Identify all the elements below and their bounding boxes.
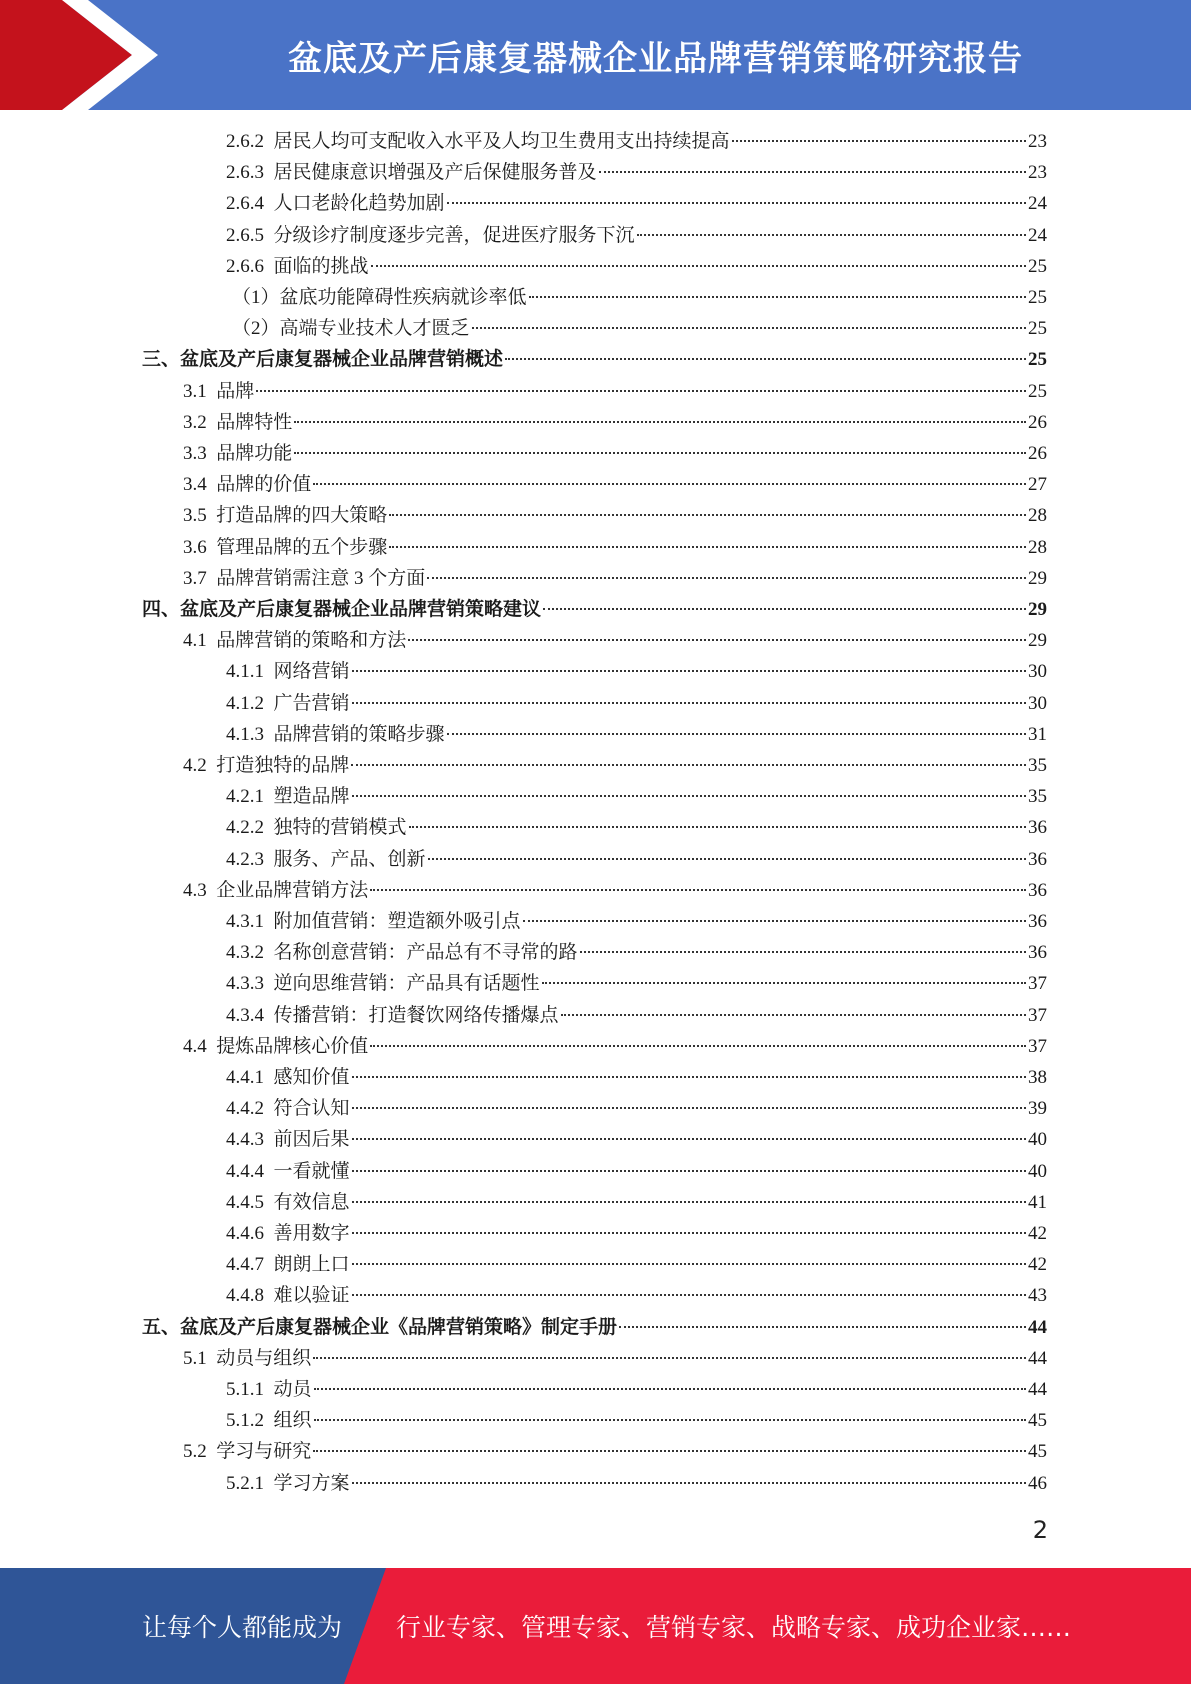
toc-entry-gap xyxy=(264,1093,274,1124)
toc-entry-number: 2.6.5 xyxy=(226,224,264,246)
toc-entry-title: 品牌的价值 xyxy=(216,474,312,496)
toc-entry-gap xyxy=(207,875,217,906)
toc-entry-title: 盆底及产后康复器械企业品牌营销概述 xyxy=(180,349,504,371)
toc-entry-gap xyxy=(264,126,274,157)
toc-entry[interactable] xyxy=(226,1405,1047,1436)
toc-entry-number: 4.2.1 xyxy=(226,786,264,808)
toc-dot-leader xyxy=(294,420,1026,423)
toc-entry[interactable] xyxy=(183,1031,1047,1062)
toc-entry[interactable] xyxy=(226,812,1047,843)
toc-entry-page: 23 xyxy=(1028,131,1047,152)
toc-entry-page: 36 xyxy=(1028,879,1047,901)
toc-entry-page: 28 xyxy=(1028,505,1047,527)
toc-entry-number: 4.1.2 xyxy=(226,692,264,714)
toc-entry-number: 4.3.4 xyxy=(226,1004,264,1026)
toc-entry-title: 品牌 xyxy=(216,380,255,402)
toc-entry-title: 逆向思维营销：产品具有话题性 xyxy=(273,973,540,995)
toc-dot-leader xyxy=(389,513,1026,516)
toc-entry[interactable] xyxy=(226,188,1047,219)
toc-dot-leader xyxy=(408,638,1026,641)
toc-entry-gap xyxy=(264,906,274,937)
toc-entry-page: 24 xyxy=(1028,193,1047,215)
toc-entry-gap xyxy=(207,500,217,531)
toc-dot-leader xyxy=(352,1137,1026,1140)
toc-entry-title: 盆底及产后康复器械企业品牌营销策略建议 xyxy=(180,599,542,620)
toc-dot-leader xyxy=(370,1044,1026,1047)
toc-entry-number: 2.6.3 xyxy=(226,162,264,184)
toc-entry-number: 5.1.2 xyxy=(226,1410,264,1432)
toc-dot-leader xyxy=(447,201,1026,204)
toc-entry-number: （1） xyxy=(232,287,280,308)
toc-entry-gap xyxy=(207,438,217,469)
toc-entry-page: 25 xyxy=(1028,349,1047,371)
toc-entry-page: 29 xyxy=(1028,630,1047,652)
toc-entry[interactable] xyxy=(142,1312,1047,1343)
toc-entry-gap xyxy=(264,1374,274,1405)
toc-entry-page: 44 xyxy=(1028,1379,1047,1400)
toc-entry-page: 44 xyxy=(1028,1316,1047,1338)
toc-entry-title: 附加值营销：塑造额外吸引点 xyxy=(273,911,521,932)
toc-entry-number: 三、 xyxy=(142,349,181,371)
toc-dot-leader xyxy=(352,794,1026,797)
toc-entry-title: 动员与组织 xyxy=(216,1347,312,1369)
toc-entry-title: 居民健康意识增强及产后保健服务普及 xyxy=(273,162,597,184)
toc-entry[interactable] xyxy=(232,313,1047,344)
toc-entry-gap xyxy=(264,1218,274,1249)
toc-dot-leader xyxy=(352,1169,1026,1172)
toc-entry-number: 4.4.2 xyxy=(226,1098,264,1120)
toc-entry[interactable] xyxy=(226,1468,1047,1499)
toc-entry-gap xyxy=(264,812,274,843)
toc-entry-title: 提炼品牌核心价值 xyxy=(216,1035,369,1057)
toc-entry-title: 品牌功能 xyxy=(216,443,293,464)
toc-dot-leader xyxy=(529,295,1026,298)
toc-entry-title: 塑造品牌 xyxy=(273,786,350,808)
toc-entry-title: 有效信息 xyxy=(273,1191,350,1213)
toc-entry[interactable] xyxy=(183,1436,1047,1467)
toc-entry-title: 符合认知 xyxy=(273,1098,350,1120)
toc-entry[interactable] xyxy=(183,500,1047,531)
toc-entry[interactable] xyxy=(226,1249,1047,1280)
toc-entry-number: 五、 xyxy=(142,1316,181,1338)
toc-entry-number: 3.4 xyxy=(183,474,207,496)
toc-entry[interactable] xyxy=(183,750,1047,781)
toc-entry-page: 29 xyxy=(1028,567,1047,589)
toc-entry[interactable] xyxy=(226,1093,1047,1124)
toc-entry-number: 2.6.2 xyxy=(226,131,264,152)
toc-entry-page: 30 xyxy=(1028,692,1047,714)
toc-entry-number: （2） xyxy=(232,318,280,340)
toc-dot-leader xyxy=(352,1200,1026,1203)
toc-entry-title: 品牌特性 xyxy=(216,411,293,433)
toc-dot-leader xyxy=(427,576,1026,579)
footer-slogan-left: 让每个人都能成为 xyxy=(142,1613,343,1642)
toc-dot-leader xyxy=(352,1481,1026,1484)
toc-entry[interactable] xyxy=(226,968,1047,999)
toc-entry[interactable] xyxy=(232,282,1047,313)
toc-entry-title: 传播营销：打造餐饮网络传播爆点 xyxy=(273,1004,559,1026)
report-header xyxy=(0,0,1191,110)
toc-entry-number: 4.1 xyxy=(183,630,207,652)
toc-dot-leader xyxy=(352,701,1026,704)
toc-entry-number: 4.4.6 xyxy=(226,1223,264,1244)
toc-entry-gap xyxy=(207,376,217,407)
toc-entry[interactable] xyxy=(226,1187,1047,1218)
toc-entry-page: 25 xyxy=(1028,380,1047,402)
toc-entry-gap xyxy=(264,1062,274,1093)
toc-entry-title: 感知价值 xyxy=(273,1067,350,1088)
toc-entry-gap xyxy=(264,968,274,999)
toc-entry-gap xyxy=(207,563,217,594)
toc-dot-leader xyxy=(542,981,1026,984)
toc-entry[interactable] xyxy=(226,1218,1047,1249)
toc-dot-leader xyxy=(352,1106,1026,1109)
toc-dot-leader xyxy=(732,139,1026,142)
toc-entry[interactable] xyxy=(226,1156,1047,1187)
toc-dot-leader xyxy=(256,389,1026,392)
toc-entry-title: 打造品牌的四大策略 xyxy=(216,505,388,527)
toc-entry-page: 29 xyxy=(1028,599,1047,620)
toc-entry-title: 打造独特的品牌 xyxy=(216,755,350,776)
toc-entry-title: 品牌营销需注意 3 个方面 xyxy=(216,567,426,589)
toc-entry-page: 30 xyxy=(1028,661,1047,683)
toc-entry-number: 3.7 xyxy=(183,567,207,589)
footer-banner xyxy=(0,1568,1191,1684)
toc-dot-leader xyxy=(523,919,1026,922)
toc-entry-gap xyxy=(264,157,274,188)
toc-entry-title: 面临的挑战 xyxy=(273,255,369,277)
toc-entry-number: 4.2.2 xyxy=(226,817,264,839)
toc-entry-number: 4.4.7 xyxy=(226,1254,264,1276)
toc-entry-number: 4.1.3 xyxy=(226,723,264,745)
toc-entry-number: 4.2 xyxy=(183,755,207,776)
toc-dot-leader xyxy=(352,1231,1026,1234)
toc-entry-title: 学习与研究 xyxy=(216,1441,312,1463)
toc-entry-number: 4.4.3 xyxy=(226,1129,264,1151)
toc-entry-title: 企业品牌营销方法 xyxy=(216,879,369,901)
toc-entry[interactable] xyxy=(183,407,1047,438)
toc-dot-leader xyxy=(313,1449,1026,1452)
page-number: 2 xyxy=(1032,1516,1048,1544)
toc-entry-gap xyxy=(207,407,217,438)
report-title: 盆底及产后康复器械企业品牌营销策略研究报告 xyxy=(288,38,1023,79)
toc-dot-leader xyxy=(428,857,1026,860)
toc-entry[interactable] xyxy=(142,344,1047,375)
toc-dot-leader xyxy=(352,669,1026,672)
toc-entry-page: 36 xyxy=(1028,942,1047,964)
header-chevron-icon xyxy=(0,0,160,110)
toc-entry-number: 4.4 xyxy=(183,1035,207,1057)
toc-dot-leader xyxy=(389,545,1026,548)
toc-entry[interactable] xyxy=(183,376,1047,407)
toc-entry-title: 动员 xyxy=(273,1379,312,1400)
toc-entry-number: 4.3.3 xyxy=(226,973,264,995)
toc-entry[interactable] xyxy=(183,1343,1047,1374)
toc-entry-page: 45 xyxy=(1028,1441,1047,1463)
toc-entry[interactable] xyxy=(226,656,1047,687)
toc-entry-page: 43 xyxy=(1028,1285,1047,1307)
toc-dot-leader xyxy=(619,1325,1026,1328)
toc-entry-gap xyxy=(207,625,217,656)
toc-entry-number: 4.1.1 xyxy=(226,661,264,683)
toc-entry-page: 37 xyxy=(1028,1004,1047,1026)
toc-entry[interactable] xyxy=(226,126,1047,157)
toc-entry-number: 5.1.1 xyxy=(226,1379,264,1400)
toc-entry[interactable] xyxy=(226,1374,1047,1405)
toc-entry-gap xyxy=(264,719,274,750)
toc-dot-leader xyxy=(294,451,1026,454)
toc-entry-page: 25 xyxy=(1028,287,1047,308)
toc-entry-page: 42 xyxy=(1028,1223,1047,1244)
toc-entry-page: 40 xyxy=(1028,1129,1047,1151)
toc-dot-leader xyxy=(371,264,1026,267)
toc-entry-number: 2.6.6 xyxy=(226,255,264,277)
toc-entry-number: 3.1 xyxy=(183,380,207,402)
toc-dot-leader xyxy=(561,1013,1026,1016)
toc-entry-page: 24 xyxy=(1028,224,1047,246)
toc-entry-title: 独特的营销模式 xyxy=(273,817,407,839)
toc-dot-leader xyxy=(352,1293,1026,1296)
toc-entry-page: 26 xyxy=(1028,411,1047,433)
toc-entry[interactable] xyxy=(226,844,1047,875)
toc-entry[interactable] xyxy=(226,781,1047,812)
toc-entry-title: 分级诊疗制度逐步完善，促进医疗服务下沉 xyxy=(273,224,635,246)
toc-dot-leader xyxy=(447,732,1026,735)
toc-entry-page: 38 xyxy=(1028,1067,1047,1088)
toc-entry-number: 3.6 xyxy=(183,536,207,558)
toc-entry[interactable] xyxy=(226,1280,1047,1311)
toc-entry-title: 品牌营销的策略和方法 xyxy=(216,630,407,652)
toc-entry-title: 难以验证 xyxy=(273,1285,350,1307)
toc-entry-gap xyxy=(207,532,217,563)
toc-entry-gap xyxy=(207,1436,217,1467)
toc-dot-leader xyxy=(472,326,1026,329)
toc-dot-leader xyxy=(543,607,1026,610)
toc-entry-number: 3.2 xyxy=(183,411,207,433)
toc-entry-gap xyxy=(264,1124,274,1155)
toc-entry-gap xyxy=(264,1156,274,1187)
toc-entry-number: 5.2 xyxy=(183,1441,207,1463)
toc-entry-number: 4.3.1 xyxy=(226,911,264,932)
toc-entry-title: 名称创意营销：产品总有不寻常的路 xyxy=(273,942,578,964)
toc-entry-page: 25 xyxy=(1028,318,1047,340)
toc-entry-page: 36 xyxy=(1028,817,1047,839)
toc-entry[interactable] xyxy=(226,906,1047,937)
toc-entry-title: 学习方案 xyxy=(273,1472,350,1494)
toc-entry-number: 4.4.1 xyxy=(226,1067,264,1088)
toc-entry[interactable] xyxy=(183,875,1047,906)
toc-entry-page: 25 xyxy=(1028,255,1047,277)
toc-entry-page: 36 xyxy=(1028,911,1047,932)
toc-entry[interactable] xyxy=(226,719,1047,750)
toc-entry-title: 朗朗上口 xyxy=(273,1254,350,1276)
toc-entry[interactable] xyxy=(183,532,1047,563)
toc-dot-leader xyxy=(313,1356,1026,1359)
toc-entry-title: 盆底及产后康复器械企业《品牌营销策略》制定手册 xyxy=(180,1316,618,1338)
toc-entry-gap xyxy=(264,1280,274,1311)
toc-entry-title: 一看就懂 xyxy=(273,1160,350,1182)
toc-entry-gap xyxy=(207,1343,217,1374)
toc-dot-leader xyxy=(505,357,1026,360)
toc-entry-gap xyxy=(264,1468,274,1499)
toc-entry[interactable] xyxy=(226,1124,1047,1155)
toc-entry-page: 28 xyxy=(1028,536,1047,558)
toc-dot-leader xyxy=(637,233,1026,236)
toc-entry-gap xyxy=(264,220,274,251)
toc-entry-number: 4.4.8 xyxy=(226,1285,264,1307)
toc-entry-page: 36 xyxy=(1028,848,1047,870)
toc-entry-gap xyxy=(264,188,274,219)
toc-entry-page: 41 xyxy=(1028,1191,1047,1213)
toc-dot-leader xyxy=(351,763,1026,766)
footer-slogan-right: 行业专家、管理专家、营销专家、战略专家、成功企业家…… xyxy=(396,1613,1072,1642)
toc-entry-page: 27 xyxy=(1028,474,1047,496)
toc-entry-gap xyxy=(207,469,217,500)
toc-entry[interactable] xyxy=(142,594,1047,625)
toc-entry-gap xyxy=(264,844,274,875)
toc-entry-title: 人口老龄化趋势加剧 xyxy=(273,193,445,215)
toc-entry-page: 40 xyxy=(1028,1160,1047,1182)
toc-entry-number: 3.3 xyxy=(183,443,207,464)
toc-entry-title: 广告营销 xyxy=(273,692,350,714)
toc-entry-number: 4.2.3 xyxy=(226,848,264,870)
toc-entry-title: 盆底功能障碍性疾病就诊率低 xyxy=(279,287,527,308)
toc-entry-title: 前因后果 xyxy=(273,1129,350,1151)
toc-entry-title: 高端专业技术人才匮乏 xyxy=(279,318,470,340)
toc-dot-leader xyxy=(313,482,1026,485)
toc-entry-gap xyxy=(264,781,274,812)
toc-entry-number: 2.6.4 xyxy=(226,193,264,215)
toc-entry[interactable] xyxy=(226,220,1047,251)
toc-entry-page: 35 xyxy=(1028,755,1047,776)
toc-entry[interactable] xyxy=(183,625,1047,656)
toc-entry-gap xyxy=(264,1405,274,1436)
toc-entry[interactable] xyxy=(183,469,1047,500)
toc-entry-title: 居民人均可支配收入水平及人均卫生费用支出持续提高 xyxy=(273,131,730,152)
toc-entry-number: 四、 xyxy=(142,599,181,620)
toc-entry-page: 46 xyxy=(1028,1472,1047,1494)
toc-dot-leader xyxy=(314,1387,1026,1390)
toc-entry-number: 3.5 xyxy=(183,505,207,527)
toc-entry-gap xyxy=(264,1000,274,1031)
toc-entry-page: 39 xyxy=(1028,1098,1047,1120)
toc-entry-gap xyxy=(264,1187,274,1218)
toc-entry[interactable] xyxy=(183,563,1047,594)
toc-entry-title: 服务、产品、创新 xyxy=(273,848,426,870)
toc-entry-title: 管理品牌的五个步骤 xyxy=(216,536,388,558)
toc-entry-page: 35 xyxy=(1028,786,1047,808)
toc-entry-title: 组织 xyxy=(273,1410,312,1432)
toc-entry-page: 37 xyxy=(1028,1035,1047,1057)
toc-entry-title: 网络营销 xyxy=(273,661,350,683)
toc-entry-page: 44 xyxy=(1028,1347,1047,1369)
toc-entry-number: 4.4.5 xyxy=(226,1191,264,1213)
toc-entry-title: 善用数字 xyxy=(273,1223,350,1244)
toc-dot-leader xyxy=(352,1075,1026,1078)
toc-entry[interactable] xyxy=(226,937,1047,968)
toc-entry[interactable] xyxy=(226,251,1047,282)
toc-entry-page: 42 xyxy=(1028,1254,1047,1276)
toc-dot-leader xyxy=(409,825,1026,828)
toc-entry[interactable] xyxy=(183,438,1047,469)
toc-entry-number: 5.1 xyxy=(183,1347,207,1369)
toc-entry-gap xyxy=(207,1031,217,1062)
toc-dot-leader xyxy=(352,1262,1026,1265)
toc-entry-gap xyxy=(264,1249,274,1280)
toc-entry-number: 4.4.4 xyxy=(226,1160,264,1182)
toc-entry-number: 4.3.2 xyxy=(226,942,264,964)
toc-dot-leader xyxy=(314,1418,1026,1421)
toc-entry[interactable] xyxy=(226,157,1047,188)
toc-dot-leader xyxy=(599,170,1026,173)
toc-entry-gap xyxy=(264,251,274,282)
toc-entry-page: 31 xyxy=(1028,723,1047,745)
toc-entry[interactable] xyxy=(226,688,1047,719)
toc-entry-page: 23 xyxy=(1028,162,1047,184)
toc-entry-gap xyxy=(264,937,274,968)
toc-entry-number: 4.3 xyxy=(183,879,207,901)
toc-dot-leader xyxy=(580,950,1026,953)
toc-entry-gap xyxy=(264,688,274,719)
toc-entry-number: 5.2.1 xyxy=(226,1472,264,1494)
toc-entry-page: 45 xyxy=(1028,1410,1047,1432)
toc-entry-title: 品牌营销的策略步骤 xyxy=(273,723,445,745)
toc-entry-gap xyxy=(264,656,274,687)
toc-dot-leader xyxy=(370,888,1026,891)
toc-entry[interactable] xyxy=(226,1000,1047,1031)
toc-entry-page: 37 xyxy=(1028,973,1047,995)
toc-entry[interactable] xyxy=(226,1062,1047,1093)
toc-entry-page: 26 xyxy=(1028,443,1047,464)
toc-entry-gap xyxy=(207,750,217,781)
